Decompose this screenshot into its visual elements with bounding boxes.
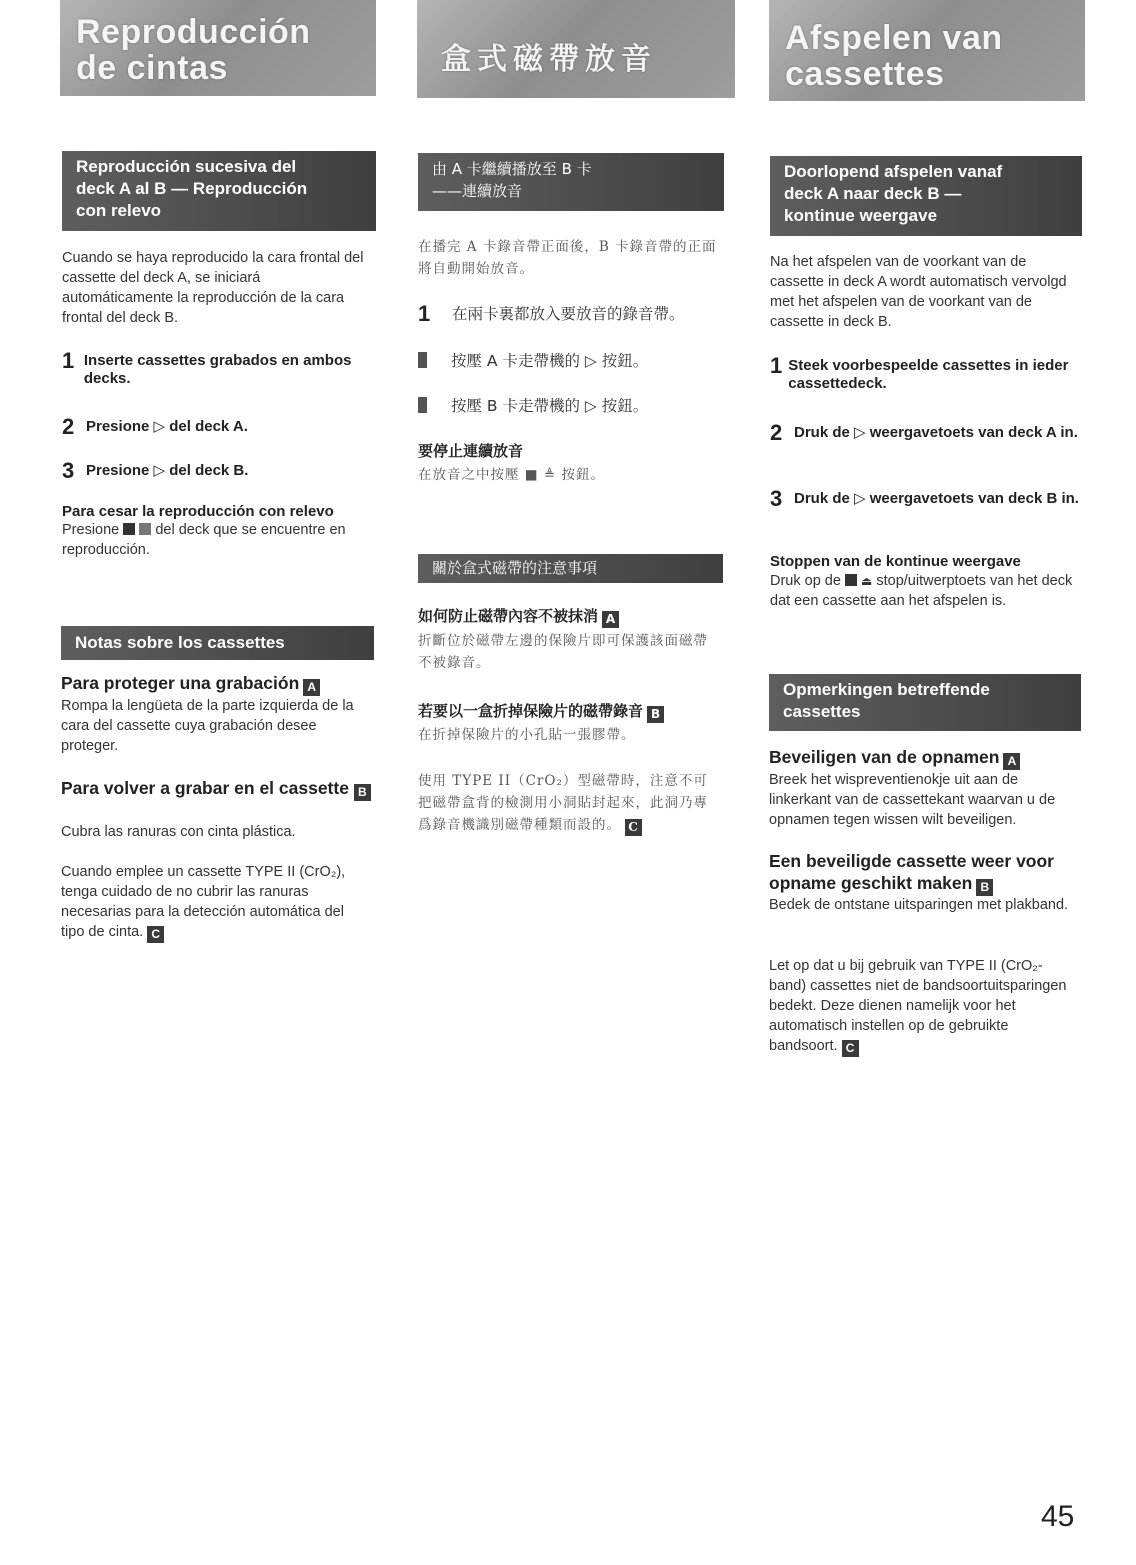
head-line: 關於盒式磁帶的注意事項	[432, 559, 598, 577]
step-marker-3	[418, 397, 427, 413]
figure-tag-b: B	[976, 879, 993, 896]
figure-tag-a: A	[1003, 753, 1020, 770]
rerecord-title-text: Para volver a grabar en el cassette	[61, 778, 349, 798]
protect-title-zh	[418, 607, 722, 628]
type2-text: 使用 TYPE II（CrO₂）型磁帶時，注意不可把磁帶盒背的檢測用小洞貼封起來，此洞乃專爲錄音機識別磁帶種類而設的。	[418, 773, 708, 833]
step-2-zh	[418, 350, 722, 370]
figure-tag-a: A	[303, 679, 320, 696]
head-line: deck A al B — Reproducción	[76, 179, 308, 198]
protect-text-es: Rompa la lengüeta de la parte izquierda de la cara del cassette cuya grabación desee proteger.	[61, 698, 354, 754]
rerecord-title-nl	[769, 850, 1081, 896]
protect-text-zh: 折斷位於磁帶左邊的保險片即可保護該面磁帶不被錄音。	[418, 633, 708, 671]
step-text: 在兩卡裏都放入要放音的錄音帶。	[452, 305, 685, 323]
head-line: 由 A 卡繼續播放至 B 卡	[432, 160, 592, 178]
figure-tag-b: B	[647, 706, 664, 723]
banner-es	[60, 0, 376, 96]
protect-title-text: 如何防止磁帶內容不被抹消	[418, 607, 599, 625]
stop-relay-text-zh: 在放音之中按壓 ■ ≜ 按鈕。	[418, 467, 605, 483]
type2-text: Cuando emplee un cassette TYPE II (CrO₂), tenga cuidado de no cubrir las ranuras necesarias para la detección automática del tipo de cinta.	[61, 864, 346, 940]
rerecord-text-nl: Bedek de ontstane uitsparingen met plakband.	[769, 897, 1069, 913]
protect-title-text: Para proteger una grabación	[61, 673, 300, 693]
step-number: 2	[770, 420, 783, 445]
banner-es-line1: Reproducción	[76, 13, 311, 51]
step-1-es	[62, 350, 374, 388]
stop-relay-title-nl: Stoppen van de kontinue weergave	[770, 553, 1021, 570]
step-3-nl	[770, 488, 1080, 510]
section-head-notes-zh	[418, 554, 723, 583]
step-1-nl	[770, 355, 1080, 393]
step-text: Presione ▷ del deck A.	[86, 418, 248, 435]
column-chinese	[417, 0, 735, 98]
banner-zh: 盒式磁帶放音	[417, 0, 735, 98]
figure-tag-c: C	[625, 819, 642, 836]
step-2-es	[62, 416, 374, 438]
step-number: 3	[62, 458, 75, 483]
section-head-notes-nl	[769, 674, 1081, 731]
rerecord-text-es: Cubra las ranuras con cinta plástica.	[61, 824, 296, 840]
protect-title-nl	[769, 746, 1081, 770]
stop-relay-text-es	[62, 520, 374, 560]
type2-text-zh	[418, 770, 722, 836]
type2-text: Let op dat u bij gebruik van TYPE II (CrO₂-band) cassettes niet de bandsoortuitsparingen bedekt. Deze dienen namelijk voor het automatisch instellen op de gebruikte bandsoort.	[769, 958, 1067, 1054]
column-spanish	[60, 0, 376, 96]
figure-tag-b: B	[354, 784, 371, 801]
banner-nl-line2: cassettes	[785, 55, 945, 93]
step-number: 1	[418, 301, 431, 326]
section-head-notes-es	[61, 626, 374, 660]
step-number: 1	[62, 348, 75, 373]
stop-text-after: del deck que se encuentre en reproducción.	[62, 522, 346, 558]
protect-text-nl: Breek het wispreventienokje uit aan de linkerkant van de cassettekant waarvan u de opnamen tegen wissen wilt beveiligen.	[769, 772, 1056, 828]
stop-icon	[845, 574, 857, 586]
head-line: Opmerkingen betreffende	[783, 680, 990, 699]
head-line: Notas sobre los cassettes	[75, 633, 285, 652]
banner-nl	[769, 0, 1085, 101]
head-line: con relevo	[76, 201, 162, 220]
head-line: deck A naar deck B —	[784, 184, 962, 203]
step-number: 1	[770, 353, 783, 378]
figure-tag-c: C	[842, 1040, 859, 1057]
step-number: 2	[62, 414, 75, 439]
rerecord-title-text: Een beveiligde cassette weer voor opname geschikt maken	[769, 851, 1054, 893]
step-1-zh	[418, 303, 722, 325]
banner-es-line2: de cintas	[76, 49, 228, 87]
page-number: 45	[1041, 1500, 1075, 1533]
head-line: ——連續放音	[432, 182, 523, 200]
stop-text-before: Druk op de	[770, 573, 841, 589]
step-number: 3	[770, 486, 783, 511]
eject-icon: ⏏	[861, 574, 873, 588]
rerecord-title-zh	[418, 702, 722, 723]
figure-tag-c: C	[147, 926, 164, 943]
section-head-relay-zh	[418, 153, 724, 211]
section-head-relay-nl	[770, 156, 1082, 236]
step-3-zh	[418, 395, 722, 415]
head-line: kontinue weergave	[784, 206, 938, 225]
rerecord-text-zh: 在折掉保險片的小孔貼一張膠帶。	[418, 727, 636, 743]
protect-title-es	[61, 672, 375, 696]
stop-text-before: Presione	[62, 522, 120, 538]
step-text: 按壓 B 卡走帶機的 ▷ 按鈕。	[451, 397, 649, 415]
step-3-es	[62, 460, 374, 482]
head-line: Reproducción sucesiva del	[76, 157, 297, 176]
step-text: Druk de ▷ weergavetoets van deck B in.	[794, 490, 1079, 507]
relay-intro-nl: Na het afspelen van de voorkant van de cassette in deck A wordt automatisch vervolgd met het afspelen van de voorkant van de cassette in deck B.	[770, 254, 1067, 330]
rerecord-title-text: 若要以一盒折掉保險片的磁帶錄音	[418, 702, 644, 720]
relay-intro-es: Cuando se haya reproducido la cara frontal del cassette del deck A, se iniciará automáticamente la reproducción de la cara frontal del deck B.	[62, 250, 364, 326]
head-line: cassettes	[783, 702, 861, 721]
stop-icon	[123, 523, 135, 535]
stop-text-after: stop/uitwerptoets van het deck dat een cassette aan het afspelen is.	[770, 573, 1073, 609]
type2-text-es	[61, 862, 351, 943]
stop-relay-title-es: Para cesar la reproducción con relevo	[62, 503, 334, 520]
column-dutch	[769, 0, 1085, 101]
banner-nl-line1: Afspelen van	[785, 19, 1003, 57]
stop-relay-text-nl	[770, 571, 1078, 611]
step-text: Inserte cassettes grabados en ambos decks.	[83, 352, 352, 387]
step-2-nl	[770, 422, 1080, 444]
step-text: Steek voorbespeelde cassettes in ieder cassettedeck.	[788, 357, 1069, 392]
step-text: 按壓 A 卡走帶機的 ▷ 按鈕。	[451, 352, 649, 370]
relay-intro-zh: 在播完 A 卡錄音帶正面後，B 卡錄音帶的正面將自動開始放音。	[418, 239, 717, 277]
rerecord-title-es	[61, 777, 375, 801]
step-text: Presione ▷ del deck B.	[86, 462, 249, 479]
head-line: Doorlopend afspelen vanaf	[784, 162, 1003, 181]
step-marker-2	[418, 352, 427, 368]
protect-title-text: Beveiligen van de opnamen	[769, 747, 1000, 767]
stop-relay-title-zh: 要停止連續放音	[418, 442, 524, 460]
eject-icon	[139, 523, 151, 535]
type2-text-nl	[769, 956, 1079, 1057]
section-head-relay-es	[62, 151, 376, 231]
step-text: Druk de ▷ weergavetoets van deck A in.	[794, 424, 1078, 441]
figure-tag-a: A	[602, 611, 619, 628]
